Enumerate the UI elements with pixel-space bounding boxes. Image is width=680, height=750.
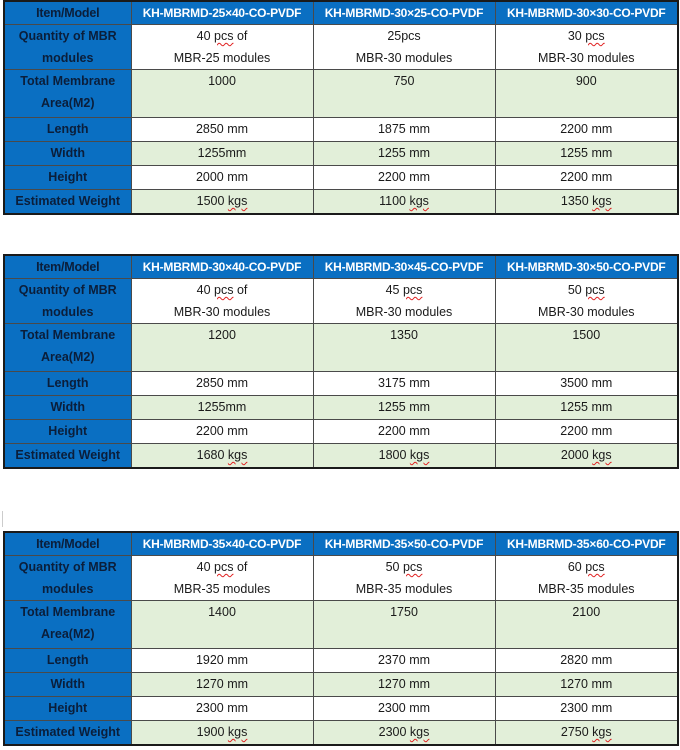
spec-table-1 — [3, 0, 679, 215]
area-cell: 900 — [495, 70, 678, 118]
length-cell: 2200 mm — [495, 118, 678, 142]
length-cell: 2820 mm — [495, 649, 678, 673]
area-label: Total Membrane Area(M2) — [4, 324, 131, 372]
quantity-cell: 25pcs MBR-30 modules — [313, 25, 495, 70]
item-model-label: Item/Model — [4, 1, 131, 25]
item-model-label: Item/Model — [4, 255, 131, 279]
weight-row — [4, 444, 678, 469]
weight-label: Estimated Weight — [4, 190, 131, 215]
area-cell: 1500 — [495, 324, 678, 372]
quantity-label: Quantity of MBR modules — [4, 25, 131, 70]
height-cell: 2200 mm — [495, 166, 678, 190]
length-label: Length — [4, 372, 131, 396]
height-label: Height — [4, 697, 131, 721]
quantity-row — [4, 279, 678, 324]
height-cell: 2300 mm — [495, 697, 678, 721]
weight-cell: 1350 kgs — [495, 190, 678, 215]
height-cell: 2200 mm — [313, 166, 495, 190]
weight-row — [4, 190, 678, 215]
quantity-cell: 50 pcs MBR-35 modules — [313, 556, 495, 601]
height-label: Height — [4, 166, 131, 190]
width-cell: 1270 mm — [495, 673, 678, 697]
width-label: Width — [4, 673, 131, 697]
quantity-label: Quantity of MBR modules — [4, 279, 131, 324]
model-name-header: KH-MBRMD-35×40-CO-PVDF — [131, 532, 313, 556]
width-cell: 1255 mm — [313, 142, 495, 166]
height-row — [4, 697, 678, 721]
weight-row — [4, 721, 678, 746]
area-label: Total Membrane Area(M2) — [4, 601, 131, 649]
width-cell: 1270 mm — [131, 673, 313, 697]
area-label: Total Membrane Area(M2) — [4, 70, 131, 118]
quantity-cell: 50 pcs MBR-30 modules — [495, 279, 678, 324]
width-row — [4, 396, 678, 420]
area-row — [4, 601, 678, 649]
quantity-label: Quantity of MBR modules — [4, 556, 131, 601]
area-cell: 1350 — [313, 324, 495, 372]
width-cell: 1255 mm — [313, 396, 495, 420]
length-cell: 1875 mm — [313, 118, 495, 142]
area-cell: 1000 — [131, 70, 313, 118]
area-cell: 1200 — [131, 324, 313, 372]
width-cell: 1255mm — [131, 396, 313, 420]
length-cell: 1920 mm — [131, 649, 313, 673]
weight-cell: 1100 kgs — [313, 190, 495, 215]
length-cell: 3500 mm — [495, 372, 678, 396]
model-name-header: KH-MBRMD-30×40-CO-PVDF — [131, 255, 313, 279]
model-name-header: KH-MBRMD-25×40-CO-PVDF — [131, 1, 313, 25]
item-model-label: Item/Model — [4, 532, 131, 556]
quantity-cell: 60 pcs MBR-35 modules — [495, 556, 678, 601]
length-row — [4, 118, 678, 142]
height-label: Height — [4, 420, 131, 444]
height-row — [4, 420, 678, 444]
weight-cell: 2000 kgs — [495, 444, 678, 469]
height-row — [4, 166, 678, 190]
model-name-header: KH-MBRMD-30×50-CO-PVDF — [495, 255, 678, 279]
model-name-header: KH-MBRMD-30×45-CO-PVDF — [313, 255, 495, 279]
length-cell: 2850 mm — [131, 372, 313, 396]
width-label: Width — [4, 142, 131, 166]
weight-cell: 2750 kgs — [495, 721, 678, 746]
height-cell: 2000 mm — [131, 166, 313, 190]
length-cell: 2370 mm — [313, 649, 495, 673]
model-name-header: KH-MBRMD-35×60-CO-PVDF — [495, 532, 678, 556]
length-label: Length — [4, 118, 131, 142]
quantity-cell: 40 pcs of MBR-35 modules — [131, 556, 313, 601]
width-cell: 1255 mm — [495, 396, 678, 420]
area-cell: 1400 — [131, 601, 313, 649]
area-row — [4, 70, 678, 118]
height-cell: 2200 mm — [131, 420, 313, 444]
quantity-cell: 45 pcs MBR-30 modules — [313, 279, 495, 324]
width-row — [4, 673, 678, 697]
length-row — [4, 649, 678, 673]
weight-cell: 1800 kgs — [313, 444, 495, 469]
quantity-row — [4, 556, 678, 601]
spec-table-2 — [3, 254, 679, 469]
height-cell: 2200 mm — [313, 420, 495, 444]
quantity-row — [4, 25, 678, 70]
page-edge-marker — [0, 511, 3, 527]
weight-cell: 1900 kgs — [131, 721, 313, 746]
model-name-header: KH-MBRMD-35×50-CO-PVDF — [313, 532, 495, 556]
width-cell: 1270 mm — [313, 673, 495, 697]
length-cell: 3175 mm — [313, 372, 495, 396]
quantity-cell: 40 pcs of MBR-25 modules — [131, 25, 313, 70]
area-row — [4, 324, 678, 372]
weight-label: Estimated Weight — [4, 444, 131, 469]
width-cell: 1255mm — [131, 142, 313, 166]
area-cell: 750 — [313, 70, 495, 118]
quantity-cell: 40 pcs of MBR-30 modules — [131, 279, 313, 324]
header-row — [4, 1, 678, 25]
length-row — [4, 372, 678, 396]
height-cell: 2200 mm — [495, 420, 678, 444]
header-row — [4, 532, 678, 556]
model-name-header: KH-MBRMD-30×25-CO-PVDF — [313, 1, 495, 25]
height-cell: 2300 mm — [131, 697, 313, 721]
area-cell: 2100 — [495, 601, 678, 649]
spec-table-3 — [3, 531, 679, 746]
length-label: Length — [4, 649, 131, 673]
weight-cell: 1500 kgs — [131, 190, 313, 215]
model-name-header: KH-MBRMD-30×30-CO-PVDF — [495, 1, 678, 25]
width-label: Width — [4, 396, 131, 420]
weight-label: Estimated Weight — [4, 721, 131, 746]
area-cell: 1750 — [313, 601, 495, 649]
weight-cell: 2300 kgs — [313, 721, 495, 746]
quantity-cell: 30 pcs MBR-30 modules — [495, 25, 678, 70]
height-cell: 2300 mm — [313, 697, 495, 721]
width-row — [4, 142, 678, 166]
weight-cell: 1680 kgs — [131, 444, 313, 469]
width-cell: 1255 mm — [495, 142, 678, 166]
length-cell: 2850 mm — [131, 118, 313, 142]
header-row — [4, 255, 678, 279]
